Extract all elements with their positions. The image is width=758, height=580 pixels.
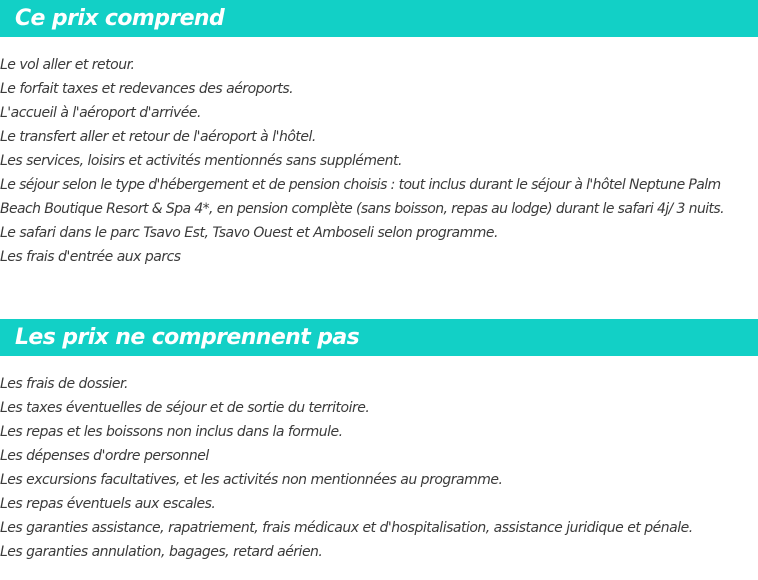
included-section-title: Ce prix comprend [15,6,225,31]
included-item: Le séjour selon le type d'hébergement et de pension choisis : tout inclus durant le séjour à l'hôtel Neptune Palm Beach Boutique Resort & Spa 4*, en pension complète (sans boisson, repas au lodge) durant le safari 4j/ 3 nuits. [0,177,724,217]
excluded-item: Les garanties assistance, rapatriement, frais médicaux et d'hospitalisation, assistance juridique et pénale. [0,520,693,536]
included-section-header [0,0,758,37]
excluded-item: Les dépenses d'ordre personnel [0,448,209,464]
excluded-item: Les frais de dossier. [0,376,128,392]
included-item: Le vol aller et retour. [0,57,135,73]
excluded-item: Les repas éventuels aux escales. [0,496,216,512]
included-item: Le transfert aller et retour de l'aéroport à l'hôtel. [0,129,316,145]
included-item: Les frais d'entrée aux parcs [0,249,181,265]
included-item: Les services, loisirs et activités mentionnés sans supplément. [0,153,402,169]
included-item: L'accueil à l'aéroport d'arrivée. [0,105,201,121]
included-item: Le safari dans le parc Tsavo Est, Tsavo Ouest et Amboseli selon programme. [0,225,498,241]
excluded-section-header [0,319,758,356]
included-item: Le forfait taxes et redevances des aéroports. [0,81,294,97]
excluded-item: Les garanties annulation, bagages, retard aérien. [0,544,323,560]
excluded-section-title: Les prix ne comprennent pas [15,325,360,350]
included-items-list [0,53,758,269]
excluded-item: Les taxes éventuelles de séjour et de sortie du territoire. [0,400,370,416]
excluded-items-list [0,372,758,564]
excluded-item: Les repas et les boissons non inclus dans la formule. [0,424,343,440]
excluded-item: Les excursions facultatives, et les activités non mentionnées au programme. [0,472,503,488]
